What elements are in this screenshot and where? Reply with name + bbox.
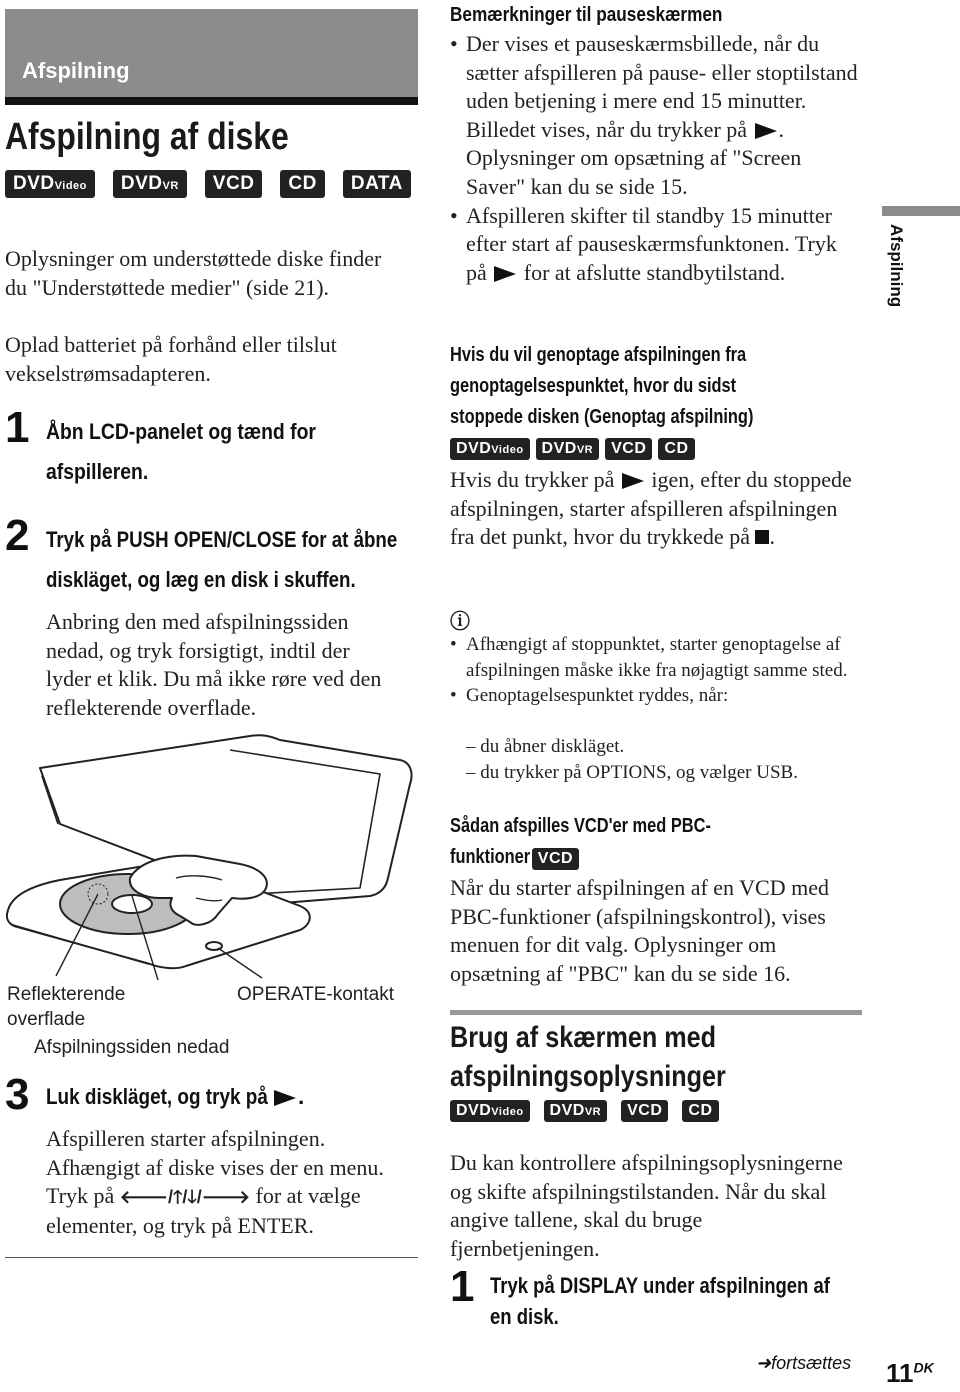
step-heading: Tryk på DISPLAY under afspilningen af en disk. [490,1273,830,1329]
list-item: – du åbner diskläget. [466,736,625,757]
list-item: • Afspilleren skifter til standby 15 minutter efter start af pauseskærmsfunktonen. Tryk på for at afslutte standbytilstand. [450,202,860,288]
step-body: Anbring den med afspilningssiden nedad, og tryk forsigtigt, indtil der lyder et klik. Du må ikke røre ved den reflekterende overflade. [46,609,382,720]
badge-dvdvr: DVDVR [113,170,187,198]
badge-vcd: VCD [621,1100,668,1122]
tip-icon: ⓘ [450,611,470,633]
callout-play-side-down: Afspilningssiden nedad [34,1037,230,1058]
callout-reflective-surface: Reflekterende overflade [7,984,126,1030]
tip-sub-list [450,734,798,785]
section-rule [450,1010,862,1015]
section-banner-rule [5,97,418,105]
tip-notes [450,632,865,709]
step-heading-line: Åbn LCD-panelet og tænd for [46,419,316,444]
step-heading [46,520,397,600]
callout-operate-switch: OPERATE-kontakt [237,984,394,1005]
intro-paragraph-2: Oplad batteriet på forhånd eller tilslut vekselstrømsadapteren. [5,332,337,386]
step-heading: Luk diskläget, og tryk på . [46,1084,305,1109]
step-heading [46,412,316,492]
note-heading: Bemærkninger til pauseskærmen [450,4,723,26]
play-icon [622,473,644,489]
column-divider [5,1257,418,1258]
badge-dvdvideo: DVDVideo [450,1100,530,1122]
badge-vcd: VCD [605,438,652,460]
continues-label: ➜fortsættes [756,1353,852,1373]
badge-dvdvideo: DVDVideo [5,170,95,198]
screensaver-notes [450,30,860,287]
badge-dvdvr: DVDVR [536,438,600,460]
step-number: 1 [450,1262,475,1311]
badge-cd: CD [280,170,324,198]
step-number: 3 [5,1070,30,1119]
page-title: Afspilning af diske [5,116,289,158]
play-icon [755,123,777,139]
list-item: • Der vises et pauseskærmsbillede, når du sætter afspilleren på pause- eller stoptilstand uden betjening i mere end 15 minutter. Billedet vises, når du trykker på . Oplysninger om opsætning af "Screen Saver" kan du se side 15. [450,30,860,202]
badge-cd: CD [658,438,694,460]
resume-body: Hvis du trykker på igen, efter du stoppede afspilningen, starter afspilleren afspilningen fra det punkt, hvor du trykkede på . [450,467,852,550]
section-heading: Brug af skærmen med afspilningsoplysninger [450,1021,726,1093]
step-heading-line: Tryk på PUSH OPEN/CLOSE for at åbne [46,527,398,552]
intro-paragraph-1: Oplysninger om understøttede diske finder du "Understøttede medier" (side 21). [5,246,382,300]
player-illustration [0,728,420,980]
resume-badges [450,438,701,460]
list-item: • Genoptagelsespunktet ryddes, når: [450,683,865,709]
arrow-keys-icon: 🡐/🡑/🡓/🡒 [119,1187,251,1208]
badge-data: DATA [343,170,411,198]
step-body: Afspilleren starter afspilningen. Afhængigt af diske vises der en menu. Tryk på 🡐/🡑/🡓/🡒 for at vælge elementer, og tryk på ENTER. [46,1126,384,1238]
play-icon [274,1090,296,1106]
side-tab-marker [882,206,960,216]
resume-heading: Hvis du vil genoptage afspilningen fra genoptagelsespunktet, hvor du sidst stoppede disken (Genoptag afspilning) [450,344,754,428]
step-number: 2 [5,511,30,560]
play-icon [494,266,516,282]
badge-vcd: VCD [205,170,263,198]
badge-dvdvideo: DVDVideo [450,438,530,460]
page-number: $11^{DK}$ [886,1358,934,1388]
step-number: 1 [5,403,30,452]
list-item: – du trykker på OPTIONS, og vælger USB. [466,761,798,783]
pbc-heading: Sådan afspilles VCD'er med PBC- funktioner VCD [450,815,711,868]
badge-cd: CD [682,1100,718,1122]
section-banner-label: Afspilning [22,58,130,83]
disc-badges [5,170,429,198]
badge-dvdvr: DVDVR [544,1100,608,1122]
info-badges [450,1100,725,1122]
info-body: Du kan kontrollere afspilningsoplysningerne og skifte afspilningstilstanden. Når du skal angive tallene, skal du bruge fjernbetjeningen. [450,1150,843,1261]
step-heading-line: diskläget, og læg en disk i skuffen. [46,567,356,592]
side-tab-label: Afspilning [887,224,906,308]
list-item: • Afhængigt af stoppunktet, starter genoptagelse af afspilningen måske ikke fra nøjagtigt samme sted. [450,632,865,683]
step-heading-line: afspilleren. [46,459,149,484]
badge-vcd: VCD [532,848,579,870]
stop-icon [755,530,769,544]
pbc-body: Når du starter afspilningen af en VCD med PBC-funktioner (afspilningskontrol), vises menuen for dit valg. Oplysninger om opsætning af "PBC" kan du se side 16. [450,875,829,986]
